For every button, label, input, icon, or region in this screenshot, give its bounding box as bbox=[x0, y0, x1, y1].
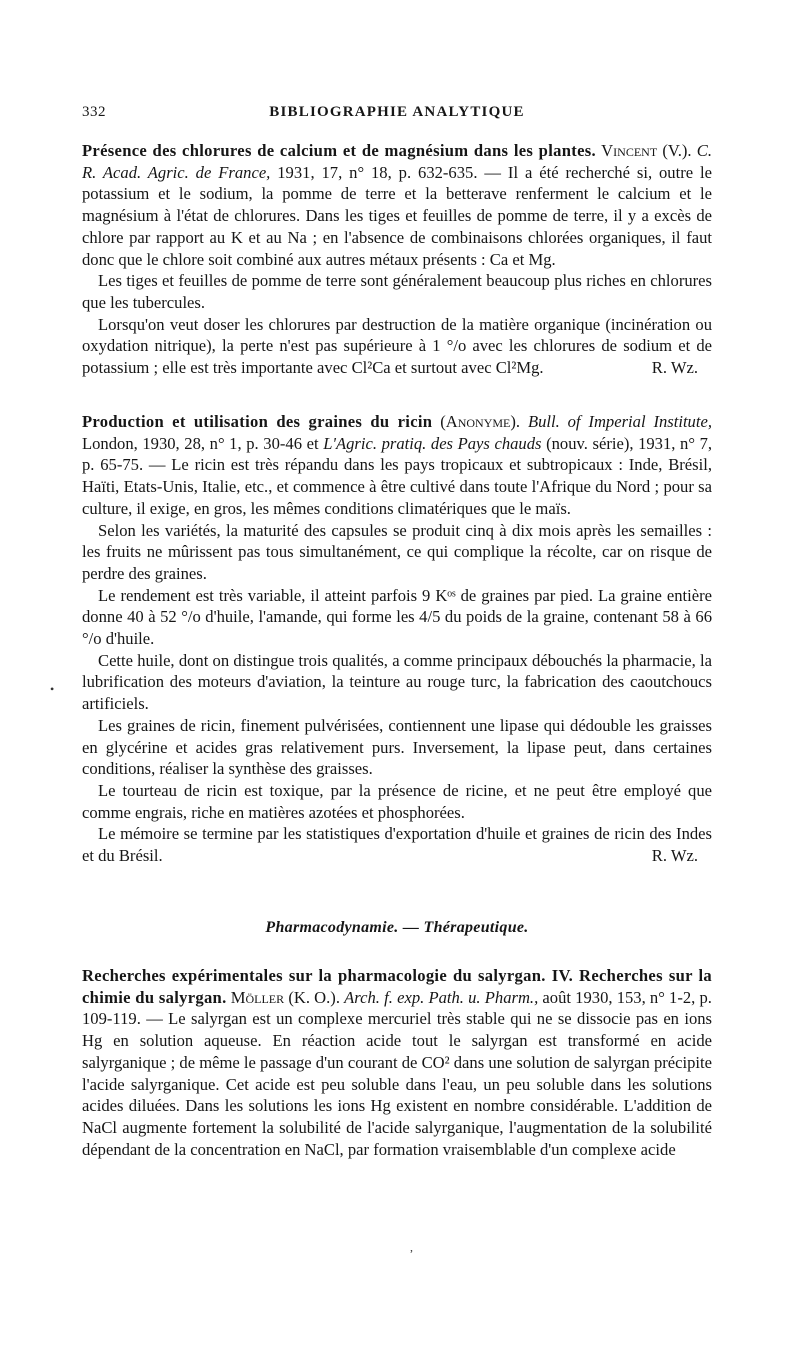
page-number: 332 bbox=[82, 104, 106, 120]
article-journal-secondary: L'Agric. pratiq. des Pays chauds bbox=[323, 433, 542, 453]
abstract-paragraph: — Il a été recherché si, outre le potassium et le sodium, la pomme de terre et la betterave renferment le calcium et le magnésium à l'état de chlorures. Dans les tiges et feuilles de pomme de terre, il y a excès de chlore par rapport au K et au Na ; en l'absence de combinaisons chlorées organiques, il faut donc que le chlore soit combiné aux autres métaux présents : Ca et Mg. bbox=[82, 162, 712, 269]
article-journal: Bull. of Imperial Institute, bbox=[527, 412, 712, 431]
abstract-paragraph: Le mémoire se termine par les statistiques d'exportation d'huile et graines de ricin des Indes et du Brésil. bbox=[82, 824, 712, 866]
article-citation: 1931, 17, n° 18, p. 632-635. bbox=[277, 162, 478, 182]
running-title: BIBLIOGRAPHIE ANALYTIQUE bbox=[269, 104, 525, 120]
abstract-paragraph: Selon les variétés, la maturité des capsules se produit cinq à dix mois après les semailles : les fruits ne mûrissent pas tous simultanément, ce qui complique la récolte, car on risque de perdre des graines. bbox=[82, 520, 712, 583]
abstract-paragraph: Lorsqu'on veut doser les chlorures par destruction de la matière organique (incinération ou oxydation nitrique), la perte n'est pas supérieure à 1 °/o avec les chlorures de sodium et de potassium ; elle est très importante avec Cl²Ca et surtout avec Cl²Mg. bbox=[82, 314, 712, 378]
article-journal: Arch. f. exp. Path. u. Pharm., bbox=[344, 987, 539, 1007]
abstract-paragraph: Cette huile, dont on distingue trois qualités, a comme principaux débouchés la pharmacie, la lubrification des moteurs d'aviation, la teinture au rouge turc, la fabrication des caoutchoucs artificiels. bbox=[82, 650, 712, 714]
article-title: Production et utilisation des graines du ricin bbox=[82, 412, 433, 431]
article-salyrgan bbox=[82, 965, 712, 1160]
article-ricin bbox=[82, 411, 712, 867]
article-signature: R. Wz. bbox=[651, 358, 698, 378]
article-chlorures bbox=[82, 140, 712, 379]
article-signature: R. Wz. bbox=[651, 846, 698, 866]
article-citation: août 1930, 153, n° 1-2, p. 109-119. bbox=[82, 987, 712, 1029]
abstract-paragraph: Le rendement est très variable, il atteint parfois 9 Kᵒˢ de graines par pied. La graine entière donne 40 à 52 °/o d'huile, l'amande, qui forme les 4/5 du poids de la graine, contenant 58 à 66 °/o d'huile. bbox=[82, 585, 712, 649]
margin-mark: • bbox=[50, 682, 55, 696]
article-author: (Anonyme). bbox=[440, 412, 521, 431]
article-citation-secondary: (nouv. série), 1931, n° 7, p. 65-75. bbox=[82, 433, 713, 475]
abstract-paragraph: — Le ricin est très répandu dans les pays tropicaux et subtropicaux : Inde, Brésil, Haïti, Etats-Unis, Italie, etc., et commence à être cultivé dans toute l'Afrique du Nord ; pour sa culture, il exige, en gros, les mêmes conditions climatériques que le maïs. bbox=[82, 455, 712, 518]
article-title: Recherches expérimentales sur la pharmacologie du salyrgan. IV. Recherches sur la chimie du salyrgan. bbox=[82, 966, 712, 1007]
abstract-paragraph: Les tiges et feuilles de pomme de terre sont généralement beaucoup plus riches en chlorures que les tubercules. bbox=[82, 271, 712, 312]
abstract-paragraph: Les graines de ricin, finement pulvérisées, contiennent une lipase qui dédouble les graisses en glycérine et acides gras relativement purs. Inversement, la lipase peut, dans certaines conditions, réaliser la synthèse des graisses. bbox=[82, 715, 712, 779]
article-title: Présence des chlorures de calcium et de magnésium dans les plantes. bbox=[82, 141, 596, 160]
article-author: Vincent (V.). bbox=[601, 141, 692, 160]
article-author: Möller (K. O.). bbox=[230, 987, 340, 1007]
page-header bbox=[82, 104, 712, 128]
article-citation: London, 1930, 28, n° 1, p. 30-46 et bbox=[82, 433, 319, 453]
abstract-paragraph: Le tourteau de ricin est toxique, par la présence de ricine, et ne peut être employé que comme engrais, riche en matières azotées et phosphorées. bbox=[82, 780, 712, 822]
ink-mark: , bbox=[410, 1240, 413, 1254]
abstract-paragraph: — Le salyrgan est un complexe mercuriel très stable qui ne se dissocie pas en ions Hg en solution aqueuse. En réaction acide tout le salyrgan est transformé en acide salyrganique ; de même le passage d'un courant de CO² dans une solution de salyrgan précipite l'acide salyrganique. Cet acide est peu soluble dans l'eau, un peu soluble dans les solutions acides diluées. Dans les solutions les ions Hg existent en nombre considérable. L'addition de NaCl augmente fortement la solubilité de l'acide salyrganique, l'augmentation de la solubilité dépendant de la concentration en NaCl, par formation vraisemblable d'un complexe acide bbox=[82, 1009, 713, 1159]
section-heading: Pharmacodynamie. — Thérapeutique. bbox=[265, 919, 529, 936]
article-journal: C. R. Acad. Agric. de France, bbox=[82, 141, 712, 182]
